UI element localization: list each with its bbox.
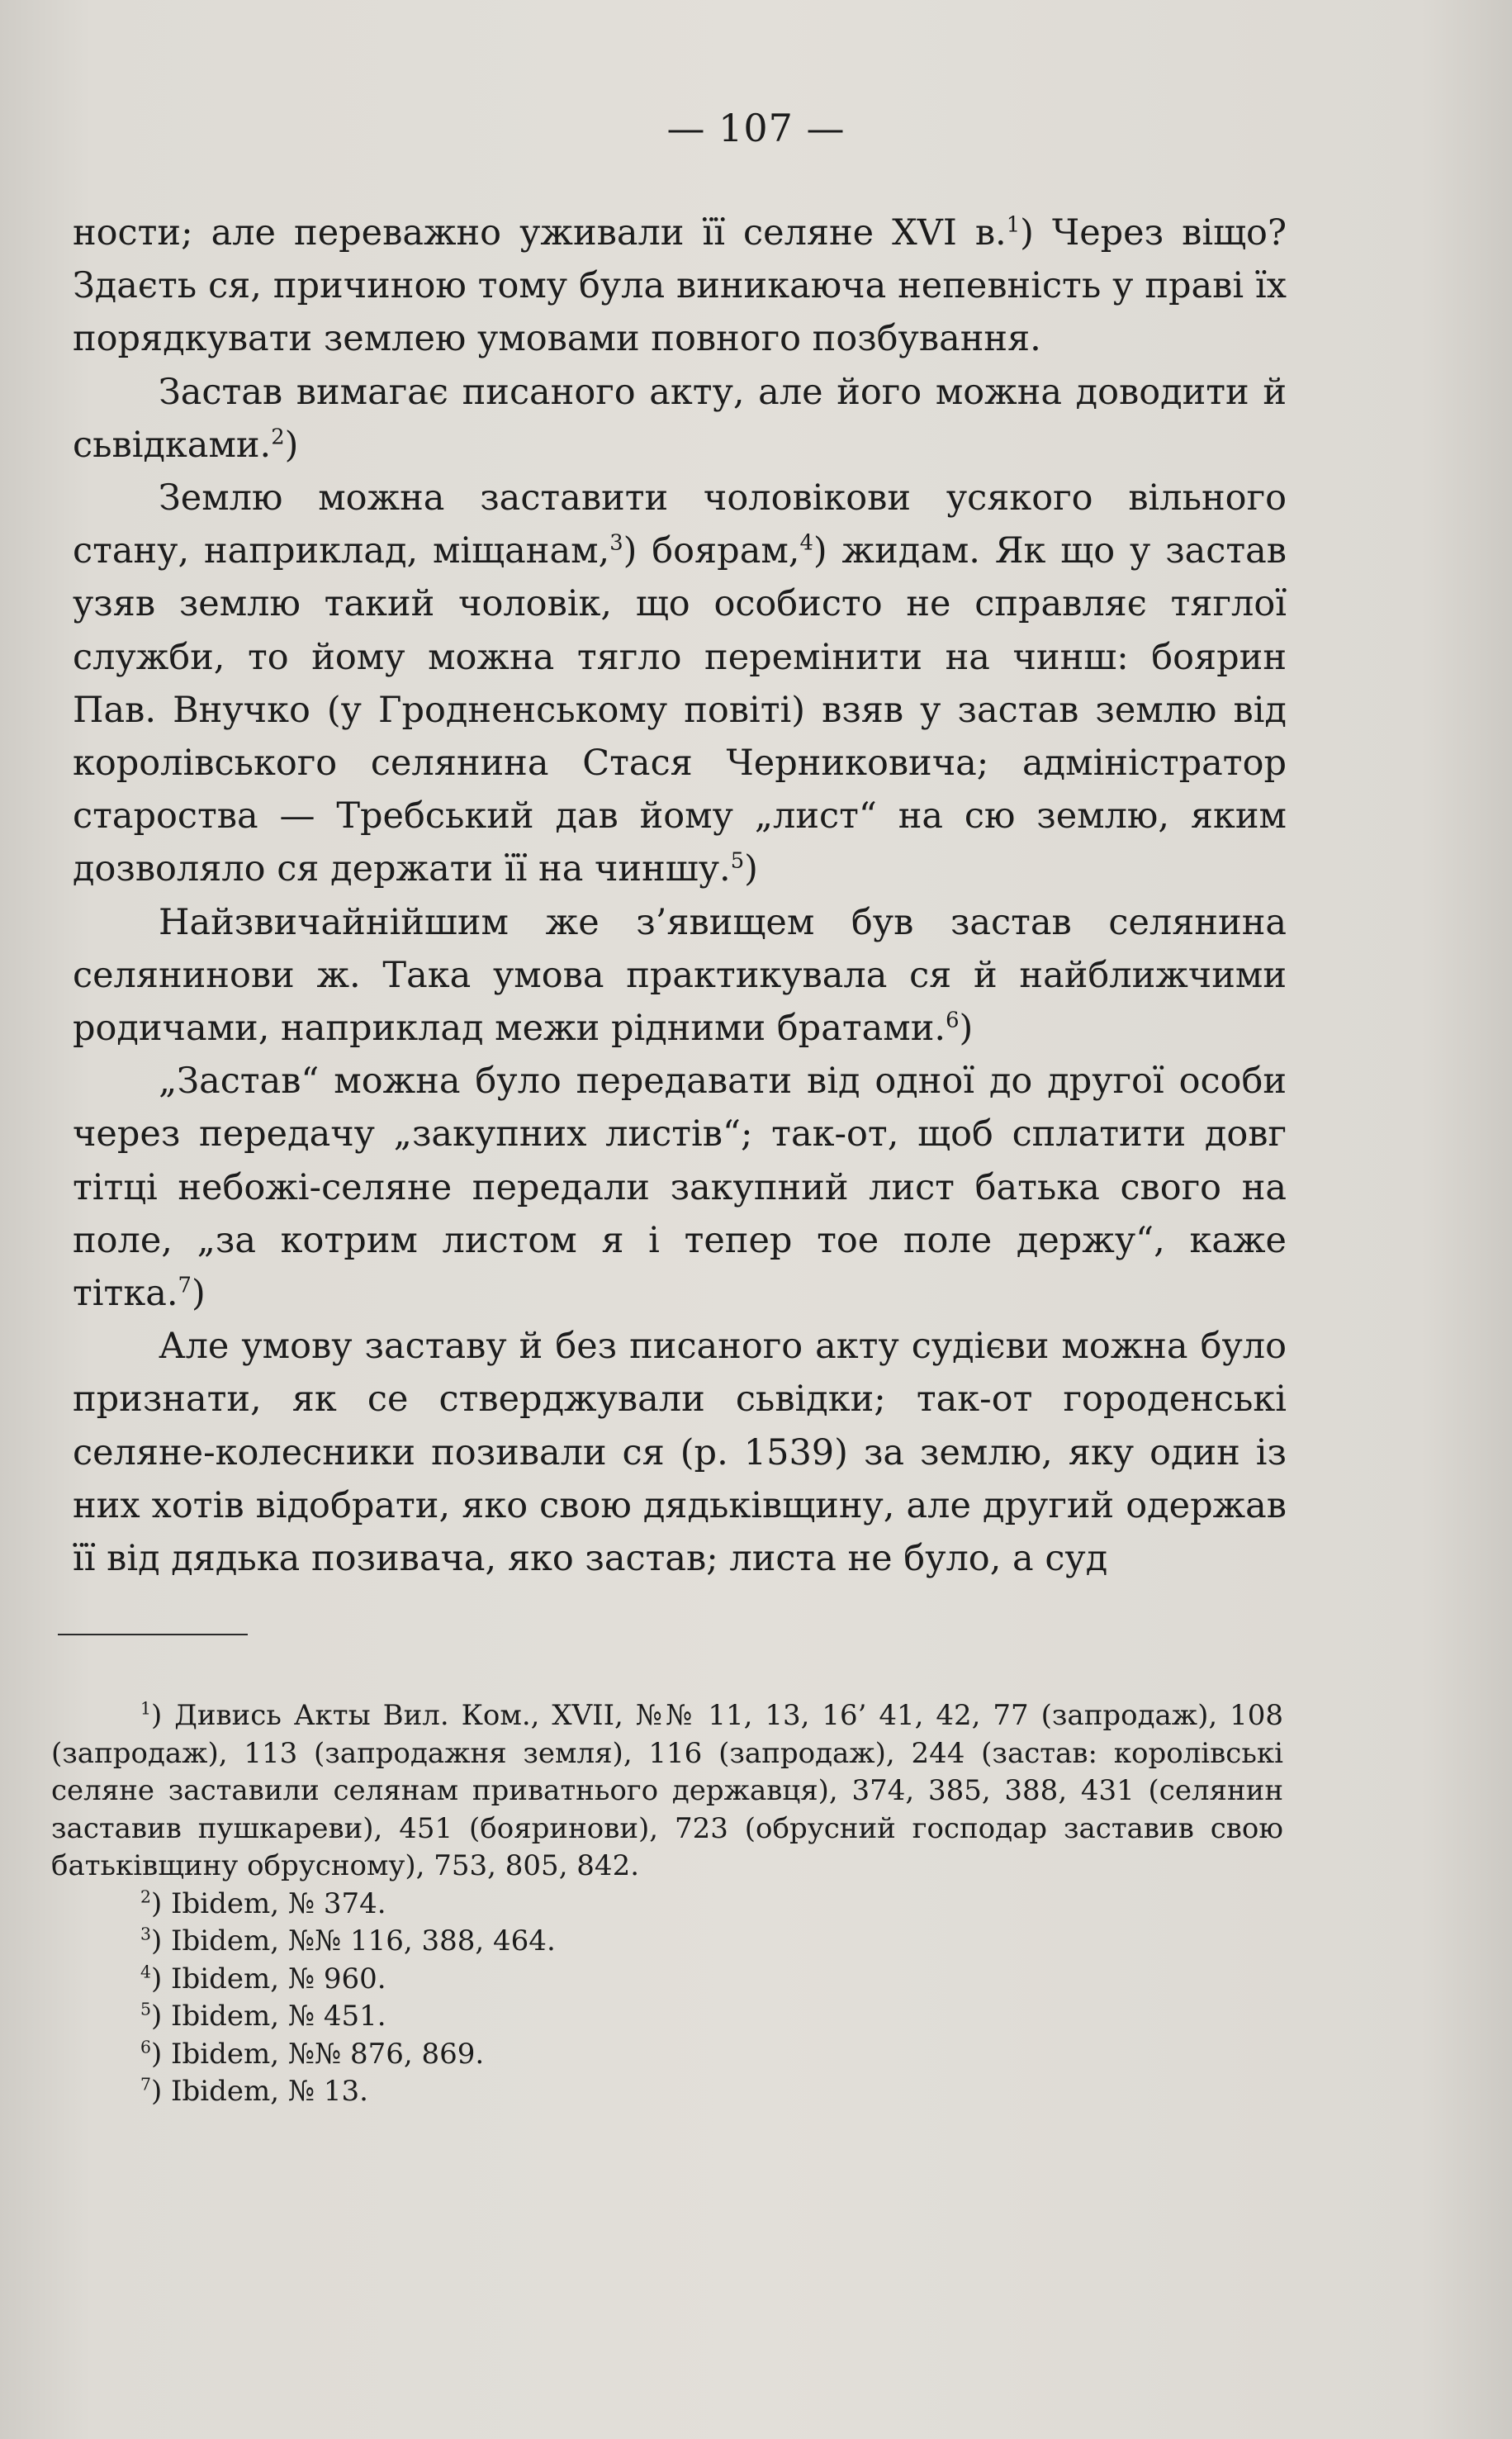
footnote-1: $^1$) Дивись Акты Вил. Ком., XVII, №№ 11, 13, 16’ 41, 42, 77 (запродаж), 108 (запродаж), 113 (запродажня земля), 116 (запродаж), 244 (застав: королівські селяне заставили селянам приватнього державця), 374, 385, 388, 431 (селянин заставив пушкареви), 451 (бояринови), 723 (обрусний господар заставив свою батьківщину обрусному), 753, 805, 842.: [51, 1698, 1283, 1882]
footnote-divider: [58, 1634, 248, 1635]
paragraph-3: Землю можна заставити чоловікови усякого вільного стану, наприклад, міщанам,$^3$) боярам,$^4$) жидам. Як що у застав узяв землю такий чоловік, що особисто не справляє тяглої служби, то йому можна тягло перемінити на чинш: боярин Пав. Внучко (у Гродненському повіті) взяв у застав землю від королівського селянина Стася Черниковича; адміністратор староства — Требський дав йому „лист“ на сю землю, яким дозволяло ся держати її на чиншу.$^5$): [73, 477, 1287, 890]
footnote-3: $^3$) Ibidem, №№ 116, 388, 464.: [140, 1924, 556, 1957]
paragraph-1: ности; але переважно уживали її селяне XVI в.$^1$) Через віщо? Здаєть ся, причиною тому була виникаюча непевність у праві їх порядкувати землею умовами повного позбування.: [73, 212, 1287, 360]
footnote-7: $^7$) Ibidem, № 13.: [140, 2074, 368, 2108]
footnote-ref-7[interactable]: 7: [178, 1273, 192, 1298]
footnote-5: $^5$) Ibidem, № 451.: [140, 1999, 386, 2033]
footnote-ref-3[interactable]: 3: [609, 530, 623, 556]
footnote-ref-6[interactable]: 6: [946, 1008, 960, 1033]
footnote-6: $^6$) Ibidem, №№ 876, 869.: [140, 2037, 485, 2071]
footnote-4: $^4$) Ibidem, № 960.: [140, 1962, 386, 1995]
paragraph-5: „Застав“ можна було передавати від одної до другої особи через передачу „закупних листів“; так-от, щоб сплатити довг тітці небожі-селяне передали закупний лист батька свого на поле, „за котрим листом я і тепер тое поле держу“, каже тітка.$^7$): [73, 1061, 1287, 1315]
footnotes: [51, 1697, 1283, 2111]
footnote-ref-4[interactable]: 4: [799, 530, 813, 556]
footnote-ref-1[interactable]: 1: [1006, 212, 1021, 238]
footnote-2: $^2$) Ibidem, № 374.: [140, 1886, 386, 1920]
page-number: — 107 —: [666, 106, 846, 150]
paragraph-6: Але умову заставу й без писаного акту судієви можна було признати, як се стверджували сьвідки; так-от городенські селяне-колесники позивали ся (р. 1539) за землю, яку один із них хотів відобрати, яко свою дядьківщину, але другий одержав її від дядька позивача, яко застав; листа не було, а суд: [73, 1326, 1287, 1580]
paragraph-2: Застав вимагає писаного акту, але його можна доводити й сьвідками.$^2$): [73, 371, 1287, 466]
paragraph-4: Найзвичайнійшим же з’явищем був застав селянина селянинови ж. Така умова практикувала ся й найближчими родичами, наприклад межи рідними братами.$^6$): [73, 901, 1287, 1050]
footnote-ref-2[interactable]: 2: [271, 425, 285, 450]
body-text: [73, 206, 1287, 1585]
footnote-ref-5[interactable]: 5: [730, 849, 745, 875]
